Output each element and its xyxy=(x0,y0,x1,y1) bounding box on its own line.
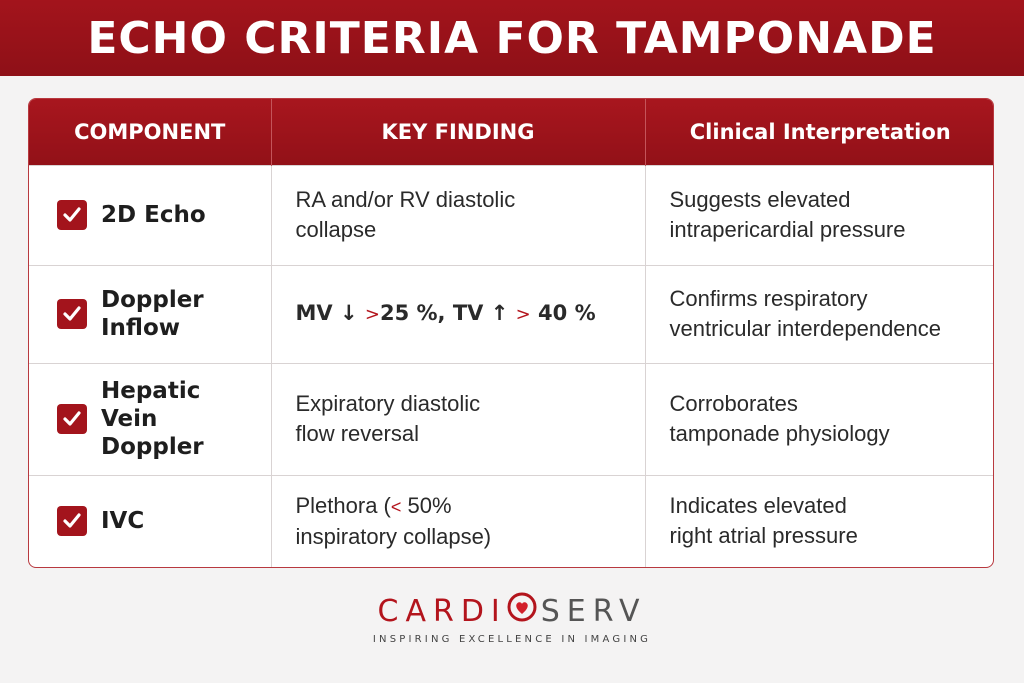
checkbox-checked-icon xyxy=(57,404,87,434)
component-cell xyxy=(29,165,271,265)
brand-tagline: INSPIRING EXCELLENCE IN IMAGING xyxy=(372,634,652,645)
finding-cell: Plethora (< 50% inspiratory collapse) xyxy=(271,475,645,567)
component-label: 2D Echo xyxy=(101,202,206,228)
table-row xyxy=(29,475,994,567)
component-cell xyxy=(29,265,271,363)
interpretation-cell: Confirms respiratory ventricular interdependence xyxy=(669,286,942,341)
component-cell xyxy=(29,475,271,567)
table-row xyxy=(29,265,994,363)
logo-text-left: CARDI xyxy=(377,593,507,629)
table-row xyxy=(29,165,994,265)
checkbox-checked-icon xyxy=(57,506,87,536)
interpretation-cell: Indicates elevated right atrial pressure xyxy=(669,493,858,549)
checkbox-checked-icon xyxy=(57,200,87,230)
header-clinical-interpretation: Clinical Interpretation xyxy=(689,119,951,144)
component-cell xyxy=(29,363,271,475)
finding-cell: RA and/or RV diastolic collapse xyxy=(271,165,645,265)
finding-cell: Expiratory diastolic flow reversal xyxy=(271,363,645,475)
table-row xyxy=(29,363,994,475)
logo-text-right: SERV xyxy=(540,593,647,629)
component-label: Hepatic Vein Doppler xyxy=(101,378,204,460)
heart-circle-icon xyxy=(507,592,537,630)
checkbox-checked-icon xyxy=(57,299,87,329)
finding-cell: MV ↓ >25 %, TV ↑ > 40 % xyxy=(271,265,645,363)
component-label: Doppler Inflow xyxy=(101,287,204,341)
brand-footer xyxy=(0,592,1024,645)
component-label: IVC xyxy=(101,508,145,535)
interpretation-cell: Corroborates tamponade physiology xyxy=(669,391,890,446)
table-header-row xyxy=(29,99,994,165)
title-banner xyxy=(0,0,1024,76)
interpretation-cell: Suggests elevated intrapericardial pressure xyxy=(669,187,906,242)
brand-logo xyxy=(378,592,647,630)
header-key-finding: KEY FINDING xyxy=(271,99,645,165)
header-component: COMPONENT xyxy=(29,99,271,165)
page-title: ECHO CRITERIA FOR TAMPONADE xyxy=(87,12,937,64)
criteria-table xyxy=(28,98,994,568)
